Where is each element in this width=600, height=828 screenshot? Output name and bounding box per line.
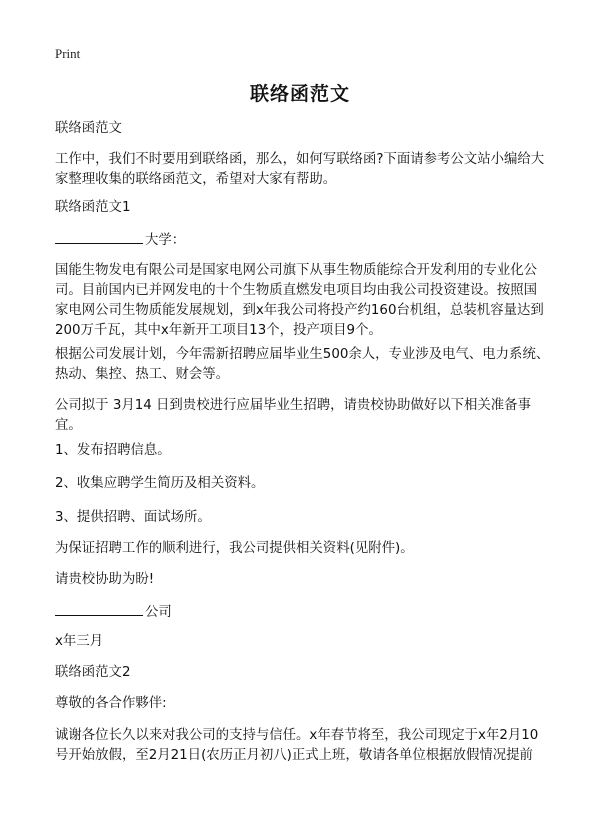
company-paragraph: 国能生物发电有限公司是国家电网公司旗下从事生物质能综合开发利用的专业化公司。目前国内已并网发电的十个生物质直燃发电项目均由我公司投资建设。按照国家电网公司生物质能发展规划，到x年我公司将投产约160台机组，总装机容量达到200万千瓦，其中x年新开工项目13个，投产项目9个。 [55, 263, 544, 338]
holiday-paragraph: 诚谢各位长久以来对我公司的支持与信任。x年春节将至，我公司现定于x年2月10号开始放假，至2月21日(农历正月初八)正式上班，敬请各单位根据放假情况提前 [55, 728, 539, 763]
recipient-blank [55, 229, 143, 244]
sample1-label: 联络函范文1 [55, 200, 131, 215]
signature-line [55, 601, 550, 623]
sample2-label: 联络函范文2 [55, 665, 131, 680]
page-title: 联络函范文 [249, 83, 350, 105]
print-link[interactable]: Print [55, 46, 81, 61]
signature-suffix: 公司 [145, 605, 172, 620]
attachment-paragraph: 为保证招聘工作的顺利进行，我公司提供相关资料(见附件)。 [55, 541, 414, 556]
recipient-line [55, 229, 550, 251]
recipient-suffix: 大学： [145, 233, 186, 248]
thanks-paragraph: 请贵校协助为盼! [55, 572, 155, 587]
signature-blank [55, 601, 143, 616]
request-paragraph: 公司拟于 3月14 日到贵校进行应届毕业生招聘，请贵校协助做好以下相关准备事宜。 [55, 398, 531, 433]
plan-paragraph: 根据公司发展计划，今年需新招聘应届毕业生500余人，专业涉及电气、电力系统、热动、集控、热工、财会等。 [55, 347, 550, 382]
salutation-line: 尊敬的各合作夥伴: [55, 696, 167, 711]
document-heading: 联络函范文 [55, 121, 122, 136]
date-line: x年三月 [55, 634, 104, 649]
list-item-3: 3、提供招聘、面试场所。 [55, 510, 211, 525]
intro-paragraph: 工作中，我们不时要用到联络函，那么，如何写联络函?下面请参考公文站小编给大家整理收集的联络函范文，希望对大家有帮助。 [55, 152, 545, 187]
list-item-1: 1、发布招聘信息。 [55, 443, 171, 458]
list-item-2: 2、收集应聘学生简历及相关资料。 [55, 476, 265, 491]
